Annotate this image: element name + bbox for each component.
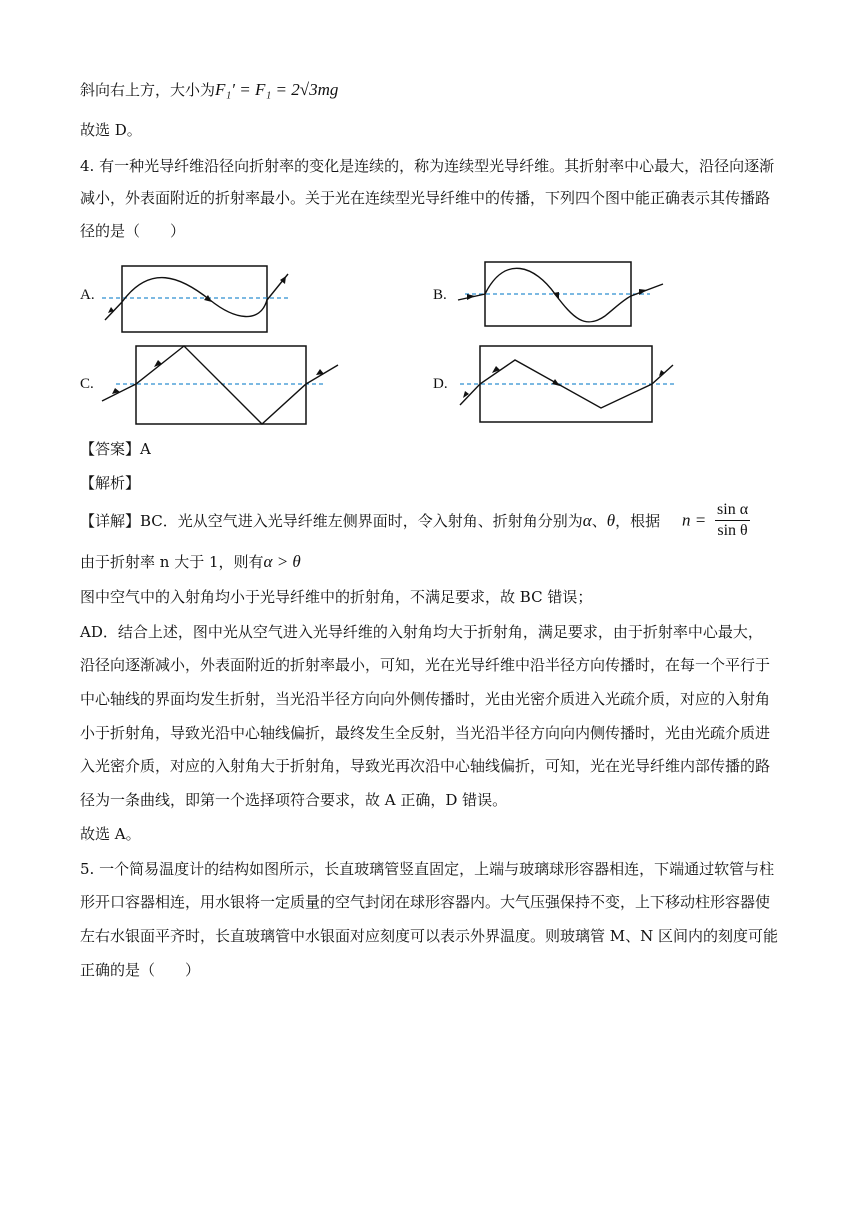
fiber-rect — [122, 266, 267, 332]
snell-formula — [682, 500, 750, 541]
q4-inequality-line — [80, 551, 301, 573]
q4-detail-prefix: 【详解】BC．光从空气进入光导纤维左侧界面时，令入射角、折射角分别为 — [80, 512, 583, 530]
fiber-rect — [136, 346, 306, 424]
alpha-symbol: α — [582, 511, 592, 530]
q5-line-2: 形开口容器相连，用水银将一定质量的空气封闭在球形容器内。大气压强保持不变，上下移动柱形容器使 — [80, 893, 771, 911]
prev-solution-conclusion: 故选 D。 — [80, 121, 142, 139]
theta-symbol: θ — [606, 511, 616, 530]
fraction-denominator: sin θ — [717, 522, 748, 539]
arrow-icon — [552, 379, 560, 386]
q4-stem-line-3: 径的是（ ） — [80, 222, 186, 240]
q4-ad-line-4: 小于折射角，导致光沿中心轴线偏折，最终发生全反射，当光沿半径方向向内侧传播时，光由光疏介质进 — [80, 724, 771, 742]
q4-ad-line-1: AD．结合上述，图中光从空气进入光导纤维的入射角均大于折射角，满足要求，由于折射率中心最大， — [80, 623, 763, 641]
separator: 、 — [591, 512, 607, 530]
q4-detail-mid: ，根据 — [615, 512, 661, 530]
option-b-diagram — [455, 258, 665, 338]
q5-line-4: 正确的是（ ） — [80, 961, 201, 979]
q4-detail-line — [80, 510, 660, 532]
light-path — [105, 274, 288, 320]
q4-conclusion: 故选 A。 — [80, 825, 141, 843]
snell-fraction — [715, 500, 750, 541]
q4-answer: 【答案】A — [80, 440, 151, 458]
option-d-diagram — [455, 343, 685, 428]
q4-line-b: 由于折射率 n 大于 1，则有 — [80, 553, 264, 571]
arrow-icon — [553, 292, 559, 300]
option-b-label: B. — [433, 287, 447, 303]
option-c-label: C. — [80, 376, 94, 392]
option-c-diagram — [98, 343, 348, 428]
q4-line-c: 图中空气中的入射角均小于光导纤维中的折射角，不满足要求，故 BC 错误； — [80, 588, 593, 606]
prev-solution-text: 斜向右上方，大小为 — [80, 81, 216, 99]
arrow-icon — [316, 369, 324, 375]
q4-ad-line-2: 沿径向逐渐减小，外表面附近的折射率最小，可知，光在光导纤维中沿半径方向传播时，在每一个平行于 — [80, 656, 771, 674]
prev-solution-formula: F₁′ = F₁ = 2√3mg — [215, 80, 339, 99]
q5-line-1: 5. 一个简易温度计的结构如图所示，长直玻璃管竖直固定，上端与玻璃球形容器相连，下端通过软管与柱 — [80, 860, 775, 878]
q4-analysis-header: 【解析】 — [80, 474, 141, 492]
q4-ad-line-3: 中心轴线的界面均发生折射，当光沿半径方向向外侧传播时，光由光密介质进入光疏介质，对应的入射角 — [80, 690, 771, 708]
option-a-diagram — [100, 262, 300, 342]
q4-ad-line-5: 入光密介质，对应的入射角大于折射角，导致光再次沿中心轴线偏折，可知，光在光导纤维内部传播的路 — [80, 757, 771, 775]
q5-line-3: 左右水银面平齐时，长直玻璃管中水银面对应刻度可以表示外界温度。则玻璃管 M、N 区间内的刻度可能 — [80, 927, 779, 945]
q4-stem-line-1: 4. 有一种光导纤维沿径向折射率的变化是连续的，称为连续型光导纤维。其折射率中心最大，沿径向逐渐 — [80, 157, 775, 175]
q4-stem-line-2: 减小，外表面附近的折射率最小。关于光在连续型光导纤维中的传播，下列四个图中能正确表示其传播路 — [80, 189, 771, 207]
prev-solution-line — [80, 79, 338, 101]
q4-ad-line-6: 径为一条曲线，即第一个选择项符合要求，故 A 正确，D 错误。 — [80, 791, 508, 809]
inequality: α > θ — [263, 552, 301, 571]
light-path — [458, 268, 663, 322]
fraction-numerator: sin α — [715, 500, 750, 521]
option-a-label: A. — [80, 287, 95, 303]
n-equals: n = — [682, 510, 707, 530]
option-d-label: D. — [433, 376, 448, 392]
light-path — [102, 346, 338, 424]
